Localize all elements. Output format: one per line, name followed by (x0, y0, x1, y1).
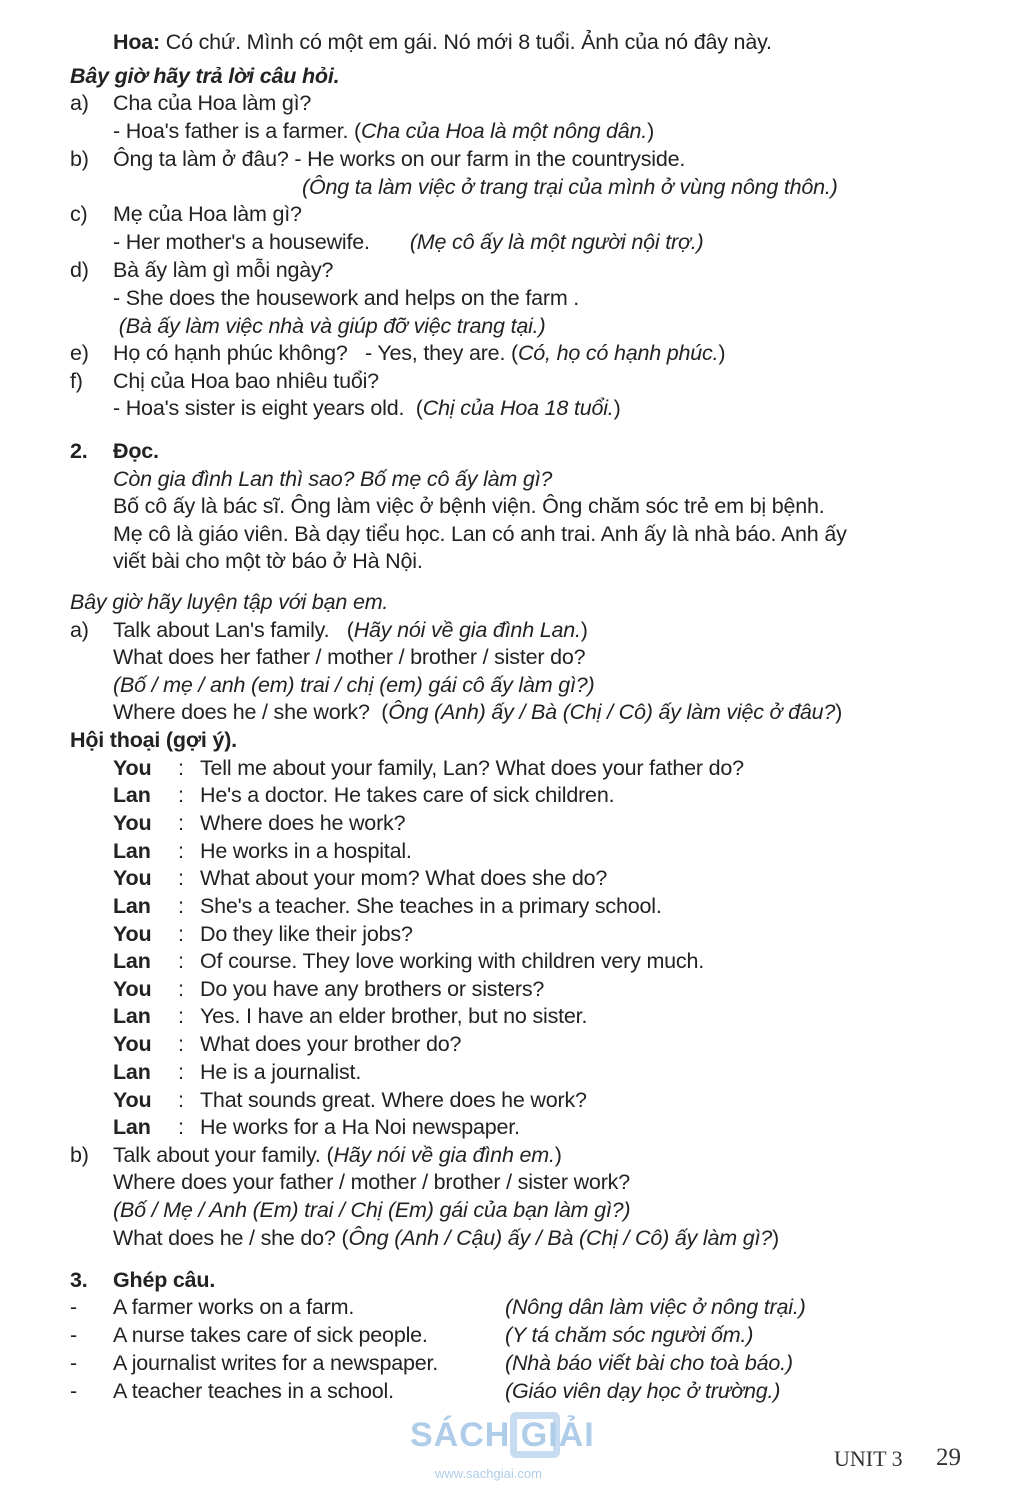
text-segment: What does her father / mother / brother / sister do? (113, 645, 586, 669)
line-text (113, 118, 654, 144)
line-text (200, 865, 607, 891)
speaker-colon: : (178, 783, 184, 807)
text-line-match (0, 1378, 1024, 1406)
text-line-dialog (0, 865, 1024, 893)
line-text (113, 438, 159, 464)
text-line-cont (0, 1169, 1024, 1197)
speaker-name: Lan (113, 783, 151, 807)
text-segment: Hoa: (113, 30, 160, 54)
speaker-colon: : (178, 811, 184, 835)
text-line-cont (0, 699, 1024, 727)
list-marker: f) (70, 369, 83, 393)
text-segment: Do they like their jobs? (200, 922, 413, 946)
text-line-cont (0, 118, 1024, 146)
line-text (200, 810, 405, 836)
match-translation: (Nhà báo viết bài cho toà báo.) (505, 1351, 793, 1375)
line-text (70, 63, 339, 89)
text-segment: What about your mom? What does she do? (200, 866, 608, 890)
speaker-name: Lan (113, 1060, 151, 1084)
text-segment: He's a doctor. He takes care of sick children. (200, 783, 615, 807)
text-segment: What does your brother do? (200, 1032, 462, 1056)
text-line-match (0, 1350, 1024, 1378)
speaker-colon: : (178, 866, 184, 890)
line-text (200, 1003, 587, 1029)
list-marker: b) (70, 147, 89, 171)
text-segment: Bố cô ấy là bác sĩ. Ông làm việc ở bệnh viện. Ông chăm sóc trẻ em bị bệnh. (113, 494, 825, 518)
line-text (200, 893, 662, 919)
italic-translation: (Ông ta làm việc ở trang trại của mình ở vùng nông thôn.) (302, 175, 838, 199)
match-translation: (Y tá chăm sóc người ốm.) (505, 1323, 754, 1347)
line-text (113, 146, 685, 172)
line-text (113, 1142, 562, 1168)
text-segment: Hội thoại (gợi ý). (70, 728, 237, 752)
speaker-colon: : (178, 1088, 184, 1112)
italic-translation: Còn gia đình Lan thì sao? Bố mẹ cô ấy làm gì? (113, 467, 553, 491)
text-segment: Mẹ cô là giáo viên. Bà dạy tiểu học. Lan có anh trai. Anh ấy là nhà báo. Anh ấy (113, 522, 847, 546)
text-line-item (0, 90, 1024, 118)
text-segment: ) (647, 119, 655, 143)
text-line-item (0, 340, 1024, 368)
line-text (200, 1059, 361, 1085)
speaker-name: Lan (113, 839, 151, 863)
italic-translation: Cha của Hoa là một nông dân. (361, 119, 648, 143)
match-sentence: A farmer works on a farm. (113, 1295, 355, 1319)
unit-label: UNIT 3 (834, 1446, 903, 1471)
speaker-colon: : (178, 1032, 184, 1056)
text-segment: What does he / she do? ( (113, 1226, 349, 1250)
list-marker: d) (70, 258, 89, 282)
line-text (200, 976, 544, 1002)
line-text (113, 285, 579, 311)
text-segment: Bây giờ hãy trả lời câu hỏi. (70, 64, 340, 88)
line-text (200, 948, 704, 974)
line-text (113, 1197, 630, 1223)
speaker-name: You (113, 977, 152, 1001)
line-text (113, 201, 302, 227)
text-line-item (0, 368, 1024, 396)
text-line-item (0, 617, 1024, 645)
speaker-name: Lan (113, 949, 151, 973)
text-line-dialog (0, 1003, 1024, 1031)
text-line-cont (0, 466, 1024, 494)
line-text (113, 699, 842, 725)
text-segment: - Her mother's a housewife. (113, 230, 370, 254)
italic-translation: Hãy nói về gia đình em. (333, 1143, 555, 1167)
line-text (200, 755, 744, 781)
line-text (70, 727, 237, 753)
speaker-colon: : (178, 756, 184, 780)
text-line-dialog (0, 948, 1024, 976)
text-segment: Ghép câu. (113, 1268, 216, 1292)
text-segment: He works in a hospital. (200, 839, 412, 863)
list-marker: b) (70, 1143, 89, 1167)
text-line-match (0, 1322, 1024, 1350)
line-text (200, 1031, 461, 1057)
line-text (113, 617, 588, 643)
text-segment: Có chứ. Mình có một em gái. Nó mới 8 tuổi. Ảnh của nó đây này. (159, 30, 772, 54)
watermark-url: www.sachgiai.com (435, 1466, 542, 1481)
text-line-dialog (0, 1059, 1024, 1087)
match-sentence: A journalist writes for a newspaper. (113, 1351, 439, 1375)
text-segment: Mẹ của Hoa làm gì? (113, 202, 302, 226)
text-line-dialog (0, 782, 1024, 810)
match-translation: (Giáo viên dạy học ở trường.) (505, 1379, 781, 1403)
line-text (113, 1267, 215, 1293)
list-marker: 2. (70, 439, 88, 463)
text-segment: - Hoa's sister is eight years old. ( (113, 396, 423, 420)
line-text (113, 29, 772, 55)
text-segment: ) (772, 1226, 779, 1250)
text-line-cont (0, 395, 1024, 423)
text-line-intro (0, 29, 1024, 57)
speaker-colon: : (178, 1060, 184, 1084)
line-text (113, 672, 594, 698)
text-segment: Where does he / she work? ( (113, 700, 389, 724)
text-segment: Of course. They love working with children very much. (200, 949, 705, 973)
line-text (113, 313, 545, 339)
line-text (200, 838, 412, 864)
text-line-dialog (0, 893, 1024, 921)
text-segment: Talk about Lan's family. ( (113, 618, 354, 642)
text-line-item (0, 201, 1024, 229)
italic-translation: (Bà ấy làm việc nhà và giúp đỡ việc trang tại.) (113, 314, 546, 338)
list-marker: 3. (70, 1268, 88, 1292)
match-translation: (Nông dân làm việc ở nông trại.) (505, 1295, 806, 1319)
speaker-colon: : (178, 894, 184, 918)
page-number: 29 (936, 1444, 961, 1471)
italic-translation: Ông (Anh) ấy / Bà (Chị / Cô) ấy làm việc ở đâu? (388, 700, 836, 724)
text-line-cont (0, 548, 1024, 576)
speaker-name: Lan (113, 1115, 151, 1139)
text-line-cont (0, 1225, 1024, 1253)
speaker-colon: : (178, 922, 184, 946)
text-segment: She's a teacher. She teaches in a primary school. (200, 894, 662, 918)
speaker-colon: : (178, 839, 184, 863)
text-line-cont (0, 521, 1024, 549)
text-segment: Where does he work? (200, 811, 406, 835)
text-segment: Ông ta làm ở đâu? - He works on our farm in the countryside. (113, 147, 686, 171)
list-marker: - (70, 1379, 77, 1403)
text-segment: Họ có hạnh phúc không? - Yes, they are. ( (113, 341, 518, 365)
text-line-item (0, 1142, 1024, 1170)
italic-translation: Chị của Hoa 18 tuổi. (422, 396, 614, 420)
text-segment: Do you have any brothers or sisters? (200, 977, 545, 1001)
text-segment: Where does your father / mother / brother / sister work? (113, 1170, 630, 1194)
text-segment: Bà ấy làm gì mỗi ngày? (113, 258, 334, 282)
text-line-cont-far (0, 174, 1024, 202)
text-segment: ) (718, 341, 726, 365)
text-segment: Cha của Hoa làm gì? (113, 91, 312, 115)
text-line-cont (0, 493, 1024, 521)
italic-translation: Bây giờ hãy luyện tập với bạn em. (70, 590, 389, 614)
line-text (113, 466, 552, 492)
speaker-name: You (113, 756, 152, 780)
speaker-name: Lan (113, 894, 151, 918)
line-text (113, 229, 704, 255)
text-segment: - She does the housework and helps on the farm . (113, 286, 580, 310)
speaker-name: You (113, 811, 152, 835)
text-line-heading (0, 589, 1024, 617)
text-line-cont (0, 644, 1024, 672)
list-marker: - (70, 1295, 77, 1319)
watermark-emblem (510, 1412, 560, 1458)
line-text (113, 548, 423, 574)
text-segment: Yes. I have an elder brother, but no sister. (200, 1004, 588, 1028)
line-text (113, 368, 379, 394)
line-text (113, 521, 847, 547)
text-line-item (0, 1267, 1024, 1295)
list-marker: a) (70, 91, 89, 115)
text-segment: Talk about your family. ( (113, 1143, 334, 1167)
text-line-cont (0, 313, 1024, 341)
italic-translation: Có, họ có hạnh phúc. (517, 341, 719, 365)
text-segment: - Hoa's father is a farmer. ( (113, 119, 362, 143)
text-line-dialog (0, 1114, 1024, 1142)
list-marker: - (70, 1323, 77, 1347)
line-text (200, 1114, 520, 1140)
speaker-name: You (113, 1088, 152, 1112)
list-marker: e) (70, 341, 89, 365)
line-text (113, 340, 725, 366)
list-marker: c) (70, 202, 88, 226)
line-text (113, 395, 621, 421)
speaker-colon: : (178, 977, 184, 1001)
line-text (302, 174, 838, 200)
italic-translation: Hãy nói về gia đình Lan. (353, 618, 581, 642)
text-line-item (0, 438, 1024, 466)
list-marker: a) (70, 618, 89, 642)
speaker-name: Lan (113, 1004, 151, 1028)
speaker-name: You (113, 866, 152, 890)
text-line-cont (0, 285, 1024, 313)
text-line-match (0, 1294, 1024, 1322)
text-line-heading (0, 63, 1024, 91)
line-text (113, 257, 333, 283)
line-text (200, 1087, 587, 1113)
line-text (200, 782, 614, 808)
line-text (113, 90, 311, 116)
text-line-dialog (0, 1031, 1024, 1059)
speaker-name: You (113, 1032, 152, 1056)
text-line-dialog (0, 1087, 1024, 1115)
match-sentence: A nurse takes care of sick people. (113, 1323, 428, 1347)
text-segment: ) (835, 700, 843, 724)
text-line-dialog (0, 838, 1024, 866)
text-segment: ) (580, 618, 588, 642)
match-sentence: A teacher teaches in a school. (113, 1379, 394, 1403)
speaker-colon: : (178, 1004, 184, 1028)
line-text (113, 1169, 630, 1195)
text-segment: ) (554, 1143, 562, 1167)
text-segment: Tell me about your family, Lan? What does your father do? (200, 756, 744, 780)
text-line-item (0, 146, 1024, 174)
text-segment: He is a journalist. (200, 1060, 362, 1084)
text-segment: He works for a Ha Noi newspaper. (200, 1115, 520, 1139)
line-text (200, 921, 413, 947)
text-line-dialog (0, 810, 1024, 838)
speaker-colon: : (178, 949, 184, 973)
italic-translation: (Bố / Mẹ / Anh (Em) trai / Chị (Em) gái của bạn làm gì?) (113, 1198, 631, 1222)
line-text (113, 644, 585, 670)
text-line-cont (0, 1197, 1024, 1225)
text-segment: Chị của Hoa bao nhiêu tuổi? (113, 369, 379, 393)
watermark-logo (410, 1412, 620, 1484)
text-line-cont (0, 672, 1024, 700)
text-line-heading (0, 727, 1024, 755)
line-text (113, 493, 825, 519)
line-text (70, 589, 388, 615)
line-text (113, 1225, 779, 1251)
italic-translation: (Bố / mẹ / anh (em) trai / chị (em) gái cô ấy làm gì?) (113, 673, 595, 697)
text-line-item (0, 257, 1024, 285)
italic-translation: (Mẹ cô ấy là một người nội trợ.) (409, 230, 704, 254)
watermark-brand: SÁCH GIẢI (410, 1416, 595, 1454)
speaker-colon: : (178, 1115, 184, 1139)
text-segment: Đọc. (113, 439, 159, 463)
text-line-dialog (0, 976, 1024, 1004)
text-line-cont (0, 229, 1024, 257)
text-segment: viết bài cho một tờ báo ở Hà Nội. (113, 549, 423, 573)
italic-translation: Ông (Anh / Cậu) ấy / Bà (Chị / Cô) ấy làm gì? (348, 1226, 772, 1250)
text-segment: ) (613, 396, 621, 420)
text-segment: That sounds great. Where does he work? (200, 1088, 587, 1112)
speaker-name: You (113, 922, 152, 946)
text-line-dialog (0, 921, 1024, 949)
text-line-dialog (0, 755, 1024, 783)
list-marker: - (70, 1351, 77, 1375)
